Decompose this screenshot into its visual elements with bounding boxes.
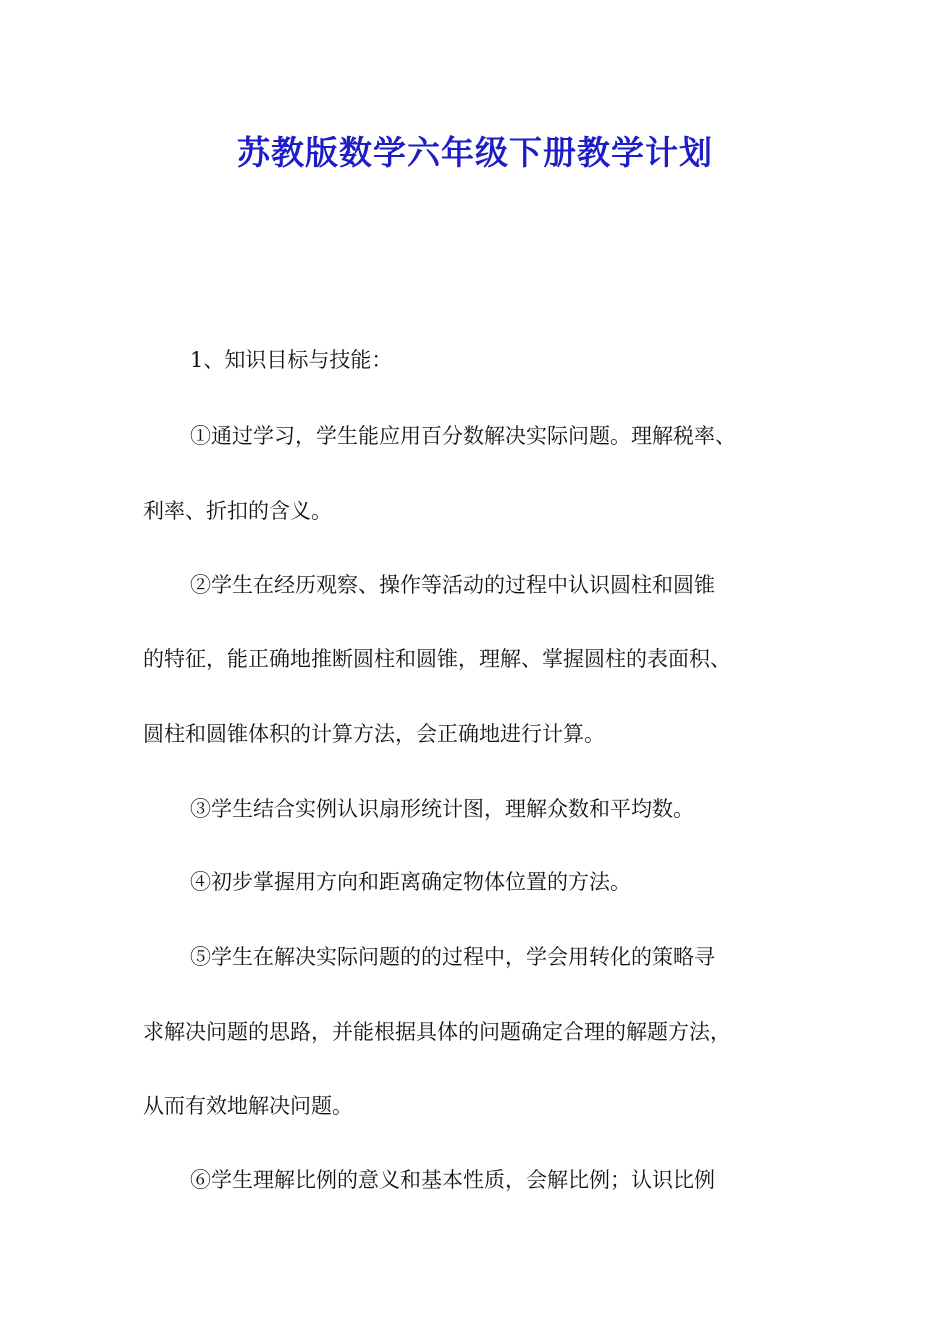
- paragraph-line: ⑥学生理解比例的意义和基本性质，会解比例；认识比例: [190, 1168, 715, 1192]
- paragraph-line: 从而有效地解决问题。: [143, 1094, 353, 1118]
- paragraph-line: ②学生在经历观察、操作等活动的过程中认识圆柱和圆锥: [190, 573, 715, 597]
- paragraph-line: ③学生结合实例认识扇形统计图，理解众数和平均数。: [190, 797, 694, 821]
- paragraph-line: ⑤学生在解决实际问题的的过程中，学会用转化的策略寻: [190, 945, 715, 969]
- paragraph-line: 的特征，能正确地推断圆柱和圆锥，理解、掌握圆柱的表面积、: [143, 647, 731, 671]
- document-title: 苏教版数学六年级下册教学计划: [237, 133, 713, 172]
- section-heading: 1、知识目标与技能：: [190, 348, 393, 372]
- paragraph-line: 利率、折扣的含义。: [143, 499, 332, 523]
- paragraph-line: 求解决问题的思路，并能根据具体的问题确定合理的解题方法，: [143, 1020, 731, 1044]
- paragraph-line: 圆柱和圆锥体积的计算方法，会正确地进行计算。: [143, 722, 605, 746]
- paragraph-line: ①通过学习，学生能应用百分数解决实际问题。理解税率、: [190, 424, 736, 448]
- paragraph-line: ④初步掌握用方向和距离确定物体位置的方法。: [190, 870, 631, 894]
